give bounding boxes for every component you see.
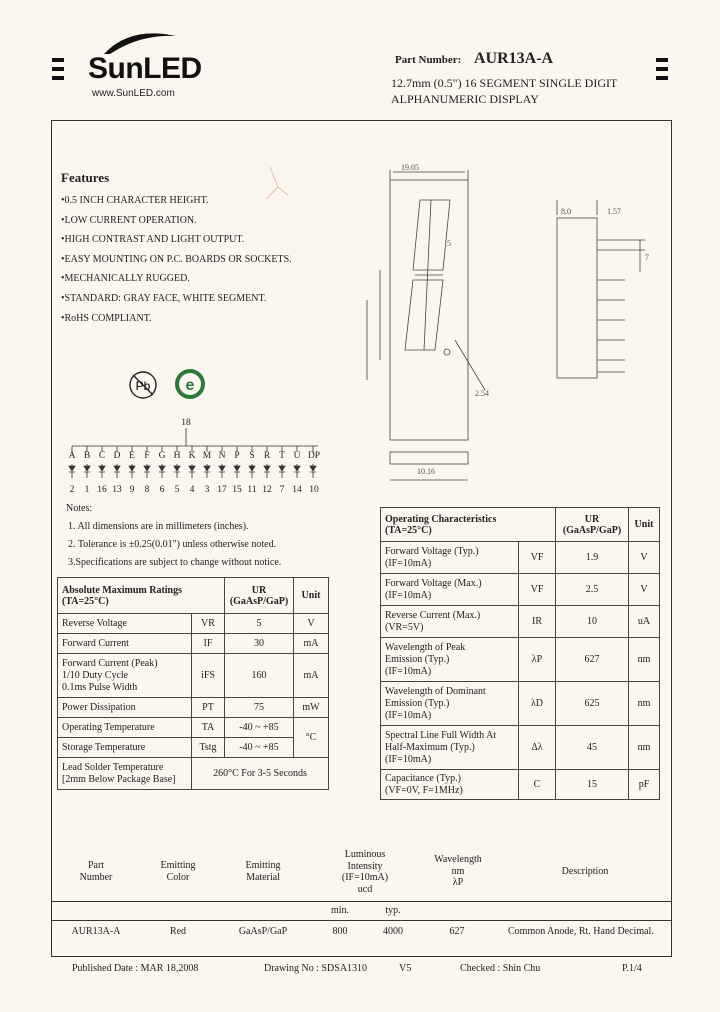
unit-cell: mA	[294, 634, 329, 654]
unit-cell: mA	[294, 654, 329, 698]
faint-mark-icon	[260, 165, 290, 205]
diode-symbol	[264, 464, 270, 478]
table-row	[58, 718, 329, 738]
svg-text:10.16: 10.16	[417, 467, 435, 476]
product-description-1: 12.7mm (0.5") 16 SEGMENT SINGLE DIGIT	[391, 76, 618, 90]
pin-number: 4	[189, 485, 195, 495]
diode-symbol	[129, 464, 135, 478]
checked-by: Checked : Shin Chu	[460, 963, 541, 974]
pin-number: 9	[129, 485, 135, 495]
op-char-col-ur: UR (GaAsP/GaP)	[556, 508, 629, 542]
right-margin-marks	[656, 58, 668, 85]
notes	[66, 500, 281, 572]
value-cell: -40 ~ +85	[225, 718, 294, 738]
value-cell: 45	[556, 726, 629, 770]
pin-number: 11	[247, 485, 257, 495]
col-description: Description	[561, 866, 609, 877]
symbol-cell: iFS	[192, 654, 225, 698]
pin-number: 5	[174, 485, 180, 495]
diode-symbol	[234, 464, 240, 478]
table-row	[58, 654, 329, 698]
svg-text:Pb: Pb	[135, 379, 151, 393]
symbol-cell: Δλ	[519, 726, 556, 770]
abs-max-title: Absolute Maximum Ratings (TA=25°C)	[58, 578, 225, 614]
segment-label: N	[218, 451, 226, 461]
param-cell: Forward Current (Peak) 1/10 Duty Cycle 0.1ms Pulse Width	[58, 654, 192, 698]
value-cell: 30	[225, 634, 294, 654]
row-intensity-typ: 4000	[383, 926, 403, 937]
segment-label: M	[202, 451, 212, 461]
row-intensity-min: 800	[332, 926, 348, 937]
diode-symbol	[114, 464, 120, 478]
param-cell: Forward Voltage (Max.) (IF=10mA)	[381, 574, 519, 606]
segment-label: C	[98, 451, 106, 461]
value-cell: 5	[225, 614, 294, 634]
svg-text:e: e	[185, 377, 195, 394]
row-description: Common Anode, Rt. Hand Decimal.	[508, 926, 654, 937]
part-table-rule-2	[51, 920, 671, 921]
feature-item: •0.5 INCH CHARACTER HEIGHT.	[61, 195, 209, 206]
param-cell: Wavelength of Peak Emission (Typ.) (IF=10mA)	[381, 638, 519, 682]
value-cell: 627	[556, 638, 629, 682]
diode-symbol	[219, 464, 225, 478]
pin-number: 1	[84, 485, 90, 495]
table-row	[381, 682, 660, 726]
col-part-number: Part Number	[79, 860, 113, 883]
svg-text:19.05: 19.05	[401, 163, 419, 172]
pin-number: 13	[112, 485, 122, 495]
unit-cell: nm	[629, 726, 660, 770]
pin-number: 6	[159, 485, 165, 495]
abs-max-col-ur: UR (GaAsP/GaP)	[225, 578, 294, 614]
diode-symbol	[84, 464, 90, 478]
param-cell: Storage Temperature	[58, 738, 192, 758]
table-row	[381, 770, 660, 800]
table-row	[58, 614, 329, 634]
segment-label: D	[113, 451, 121, 461]
symbol-cell: VF	[519, 542, 556, 574]
table-row	[58, 634, 329, 654]
feature-item: •RoHS COMPLIANT.	[61, 312, 152, 324]
param-cell: Reverse Current (Max.) (VR=5V)	[381, 606, 519, 638]
svg-text:2.54: 2.54	[475, 389, 489, 398]
pin-number: 14	[292, 485, 302, 495]
diode-symbol	[159, 464, 165, 478]
row-emitting-color: Red	[169, 926, 187, 937]
svg-text:5: 5	[447, 239, 451, 248]
pin-numbers-row	[62, 485, 326, 499]
symbol-cell: VF	[519, 574, 556, 606]
feature-item: •LOW CURRENT OPERATION.	[61, 214, 197, 226]
diode-symbol	[174, 464, 180, 478]
part-number-label: Part Number:	[395, 54, 462, 66]
note-item: 3.Specifications are subject to change without notice.	[68, 557, 282, 568]
feature-item: •STANDARD: GRAY FACE, WHITE SEGMENT.	[61, 292, 267, 304]
value-cell: 160	[225, 654, 294, 698]
left-margin-marks	[52, 58, 64, 85]
pin-number: 7	[279, 485, 285, 495]
pin-number: 2	[69, 485, 75, 495]
diode-symbol	[294, 464, 300, 478]
segment-label: U	[293, 451, 301, 461]
intensity-min-label: min.	[330, 905, 350, 916]
published-date: Published Date : MAR 18,2008	[72, 963, 199, 974]
symbol-cell: VR	[192, 614, 225, 634]
pin-number: 12	[262, 485, 272, 495]
table-row	[58, 738, 329, 758]
table-row	[381, 542, 660, 574]
param-cell: Power Dissipation	[58, 698, 192, 718]
segment-label: E	[129, 451, 135, 461]
col-wavelength: Wavelength nm λP	[434, 854, 482, 888]
absolute-max-ratings-table	[57, 577, 329, 790]
col-emitting-material: Emitting Material	[245, 860, 281, 883]
segment-label: DP	[307, 451, 321, 461]
feature-item: •EASY MOUNTING ON P.C. BOARDS OR SOCKETS.	[61, 253, 292, 265]
table-row	[381, 726, 660, 770]
note-item: 2. Tolerance is ±0.25(0.01") unless otherwise noted.	[68, 539, 277, 550]
features-title: Features	[61, 170, 110, 185]
row-emitting-material: GaAsP/GaP	[238, 926, 288, 937]
features-list	[61, 191, 292, 328]
op-char-title: Operating Characteristics (TA=25°C)	[381, 508, 556, 542]
abs-max-col-unit: Unit	[294, 578, 329, 614]
param-cell: Operating Temperature	[58, 718, 192, 738]
diode-symbol	[99, 464, 105, 478]
value-cell: 15	[556, 770, 629, 800]
param-cell: Spectral Line Full Width At Half-Maximum (Typ.) (IF=10mA)	[381, 726, 519, 770]
diode-symbol	[189, 464, 195, 478]
param-cell: Forward Current	[58, 634, 192, 654]
pin-number: 17	[217, 485, 227, 495]
unit-cell: mW	[294, 698, 329, 718]
value-cell: 2.5	[556, 574, 629, 606]
pin-number: 16	[97, 485, 107, 495]
operating-characteristics-table	[380, 507, 660, 800]
unit-cell: V	[294, 614, 329, 634]
param-cell: Capacitance (Typ.) (VF=0V, F=1MHz)	[381, 770, 519, 800]
package-drawing	[355, 160, 665, 500]
diode-symbol	[279, 464, 285, 478]
value-cell: 75	[225, 698, 294, 718]
part-table-rule-1	[51, 901, 671, 902]
unit-cell: °C	[294, 718, 329, 758]
feature-item: •HIGH CONTRAST AND LIGHT OUTPUT.	[61, 234, 245, 246]
unit-cell: pF	[629, 770, 660, 800]
diode-symbol	[144, 464, 150, 478]
symbol-cell: IR	[519, 606, 556, 638]
param-cell: Reverse Voltage	[58, 614, 192, 634]
intensity-typ-label: typ.	[385, 905, 401, 916]
pb-free-icon	[128, 370, 158, 400]
table-row	[381, 606, 660, 638]
value-cell: 260°C For 3-5 Seconds	[192, 758, 329, 790]
pin-number: 10	[309, 485, 319, 495]
segment-label: A	[68, 451, 76, 461]
note-item: 1. All dimensions are in millimeters (inches).	[68, 521, 249, 532]
version: V5	[399, 963, 412, 974]
svg-text:7: 7	[645, 253, 649, 262]
value-cell: 10	[556, 606, 629, 638]
table-row	[381, 638, 660, 682]
segment-label: K	[188, 451, 196, 461]
value-cell: 1.9	[556, 542, 629, 574]
row-part-number: AUR13A-A	[71, 926, 121, 937]
segment-label: R	[263, 451, 271, 461]
table-row	[0, 926, 720, 940]
symbol-cell: C	[519, 770, 556, 800]
part-number: AUR13A-A	[474, 50, 554, 67]
param-cell: Wavelength of Dominant Emission (Typ.) (IF=10mA)	[381, 682, 519, 726]
symbol-cell: Tstg	[192, 738, 225, 758]
svg-text:8.0: 8.0	[561, 207, 571, 216]
value-cell: 625	[556, 682, 629, 726]
diode-symbol	[204, 464, 210, 478]
segment-label: S	[249, 451, 255, 461]
feature-item: •MECHANICALLY RUGGED.	[61, 273, 190, 285]
segment-labels-row	[62, 451, 326, 465]
symbol-cell: PT	[192, 698, 225, 718]
svg-text:1.57: 1.57	[607, 207, 621, 216]
unit-cell: nm	[629, 682, 660, 726]
symbol-cell: IF	[192, 634, 225, 654]
symbol-cell: TA	[192, 718, 225, 738]
row-wavelength: 627	[449, 926, 465, 937]
diode-symbols	[62, 464, 326, 486]
diode-symbol	[69, 464, 75, 478]
table-row	[58, 758, 329, 790]
website-url: www.SunLED.com	[92, 88, 175, 99]
e-recycle-icon	[173, 367, 207, 401]
segment-label: G	[158, 451, 166, 461]
unit-cell: V	[629, 574, 660, 606]
notes-title: Notes:	[66, 503, 93, 514]
col-luminous-intensity: Luminous Intensity (IF=10mA) ucd	[341, 849, 389, 895]
segment-label: T	[279, 451, 285, 461]
param-cell: Lead Solder Temperature [2mm Below Package Base]	[58, 758, 192, 790]
unit-cell: V	[629, 542, 660, 574]
unit-cell: uA	[629, 606, 660, 638]
drawing-number: Drawing No : SDSA1310	[264, 963, 368, 974]
segment-label: F	[144, 451, 150, 461]
symbol-cell: λD	[519, 682, 556, 726]
table-row	[381, 574, 660, 606]
segment-label: H	[173, 451, 181, 461]
sunled-logo: SunLED	[88, 52, 202, 85]
value-cell: -40 ~ +85	[225, 738, 294, 758]
pin-number: 3	[204, 485, 210, 495]
symbol-cell: λP	[519, 638, 556, 682]
common-pin-label: 18	[181, 418, 191, 428]
param-cell: Forward Voltage (Typ.) (IF=10mA)	[381, 542, 519, 574]
table-row	[58, 698, 329, 718]
segment-label: B	[83, 451, 91, 461]
page-number: P.1/4	[622, 963, 642, 974]
product-description-2: ALPHANUMERIC DISPLAY	[391, 92, 539, 106]
pin-number: 8	[144, 485, 150, 495]
col-emitting-color: Emitting Color	[160, 860, 196, 883]
op-char-col-unit: Unit	[629, 508, 660, 542]
diode-symbol	[310, 464, 316, 478]
unit-cell: nm	[629, 638, 660, 682]
pin-number: 15	[232, 485, 242, 495]
diode-symbol	[249, 464, 255, 478]
segment-label: P	[234, 451, 240, 461]
